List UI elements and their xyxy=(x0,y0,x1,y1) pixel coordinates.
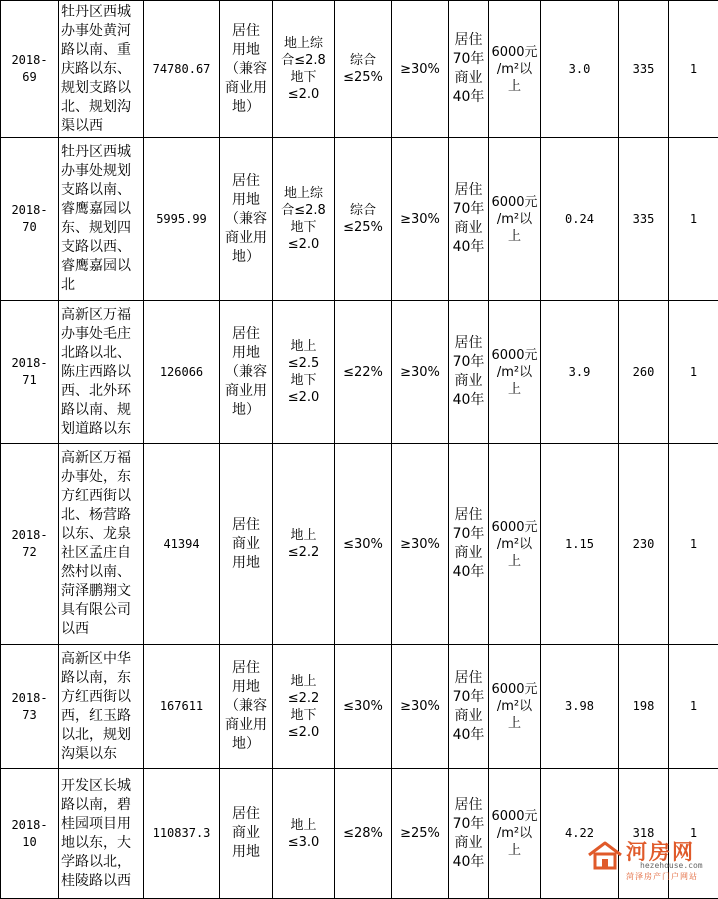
parcel-id: 2018- 72 xyxy=(1,444,59,645)
floor-area-ratio: 地上综 合≤2.8 地下 ≤2.0 xyxy=(273,1,335,138)
parcel-area: 126066 xyxy=(144,301,220,444)
parcel-id: 2018- 71 xyxy=(1,301,59,444)
col12-value: 1 xyxy=(669,444,718,645)
col12-value: 1 xyxy=(669,301,718,444)
parcel-id: 2018- 73 xyxy=(1,645,59,769)
building-density: ≤28% xyxy=(335,769,392,899)
price-requirement: 6000元 /m²以 上 xyxy=(489,645,541,769)
floor-area-ratio: 地上 ≤2.2 地下 ≤2.0 xyxy=(273,645,335,769)
parcel-location: 高新区万福 办事处，东 方红西街以 北、杨营路 以东、龙泉 社区孟庄自 然村以南、 菏泽鹏翔文 具有限公司 以西 xyxy=(59,444,144,645)
use-term: 居住 70年 商业 40年 xyxy=(449,645,489,769)
building-density: 综合 ≤25% xyxy=(335,1,392,138)
land-usage: 居住 用地 （兼容 商业用 地） xyxy=(220,301,273,444)
green-ratio: ≥30% xyxy=(392,138,449,301)
parcel-location: 高新区中华 路以南，东 方红西街以 西，红玉路 以北，规划 沟渠以东 xyxy=(59,645,144,769)
table-row xyxy=(1,301,718,444)
price-requirement: 6000元 /m²以 上 xyxy=(489,301,541,444)
house-logo-icon xyxy=(586,840,624,870)
col12-value: 1 xyxy=(669,645,718,769)
parcel-area: 110837.3 xyxy=(144,769,220,899)
parcel-id: 2018- 70 xyxy=(1,138,59,301)
floor-area-ratio: 地上 ≤2.2 xyxy=(273,444,335,645)
building-density: 综合 ≤25% xyxy=(335,138,392,301)
col11-value: 198 xyxy=(619,645,669,769)
col12-value: 1 xyxy=(669,1,718,138)
parcel-area: 167611 xyxy=(144,645,220,769)
use-term: 居住 70年 商业 40年 xyxy=(449,769,489,899)
floor-area-ratio: 地上综 合≤2.8 地下 ≤2.0 xyxy=(273,138,335,301)
table-row xyxy=(1,1,718,138)
col10-value: 4.22 xyxy=(541,769,619,899)
building-density: ≤22% xyxy=(335,301,392,444)
parcel-location: 牡丹区西城 办事处黄河 路以南、重 庆路以东、 规划支路以 北、规划沟 渠以西 xyxy=(59,1,144,138)
use-term: 居住 70年 商业 40年 xyxy=(449,1,489,138)
site-watermark xyxy=(586,836,714,882)
col11-value: 260 xyxy=(619,301,669,444)
green-ratio: ≥25% xyxy=(392,769,449,899)
col10-value: 1.15 xyxy=(541,444,619,645)
land-usage: 居住 商业 用地 xyxy=(220,769,273,899)
price-requirement: 6000元 /m²以 上 xyxy=(489,138,541,301)
col12-value: 1 xyxy=(669,138,718,301)
price-requirement: 6000元 /m²以 上 xyxy=(489,1,541,138)
parcel-id: 2018- 69 xyxy=(1,1,59,138)
col12-value: 1 xyxy=(669,769,718,899)
col11-value: 335 xyxy=(619,138,669,301)
floor-area-ratio: 地上 ≤2.5 地下 ≤2.0 xyxy=(273,301,335,444)
watermark-url: hezehouse.com xyxy=(640,861,703,870)
watermark-tagline: 菏泽房产门户网站 xyxy=(626,871,698,882)
parcel-location: 牡丹区西城 办事处规划 支路以南、 睿鹰嘉园以 东、规划四 支路以西、 睿鹰嘉园以 北 xyxy=(59,138,144,301)
parcel-location: 高新区万福 办事处毛庄 北路以北、 陈庄西路以 西、北外环 路以南、规 划道路以东 xyxy=(59,301,144,444)
building-density: ≤30% xyxy=(335,645,392,769)
floor-area-ratio: 地上 ≤3.0 xyxy=(273,769,335,899)
green-ratio: ≥30% xyxy=(392,301,449,444)
parcel-area: 74780.67 xyxy=(144,1,220,138)
land-usage: 居住 用地 （兼容 商业用 地） xyxy=(220,1,273,138)
price-requirement: 6000元 /m²以 上 xyxy=(489,769,541,899)
table-row xyxy=(1,138,718,301)
parcel-id: 2018- 10 xyxy=(1,769,59,899)
parcel-area: 5995.99 xyxy=(144,138,220,301)
green-ratio: ≥30% xyxy=(392,645,449,769)
parcel-location: 开发区长城 路以南，碧 桂园项目用 地以东，大 学路以北， 桂陵路以西 xyxy=(59,769,144,899)
price-requirement: 6000元 /m²以 上 xyxy=(489,444,541,645)
table-row xyxy=(1,645,718,769)
table-row xyxy=(1,444,718,645)
col11-value: 318 xyxy=(619,769,669,899)
use-term: 居住 70年 商业 40年 xyxy=(449,301,489,444)
col11-value: 335 xyxy=(619,1,669,138)
col10-value: 3.9 xyxy=(541,301,619,444)
land-usage: 居住 用地 （兼容 商业用 地） xyxy=(220,645,273,769)
use-term: 居住 70年 商业 40年 xyxy=(449,444,489,645)
col10-value: 3.0 xyxy=(541,1,619,138)
col11-value: 230 xyxy=(619,444,669,645)
land-usage: 居住 商业 用地 xyxy=(220,444,273,645)
parcel-area: 41394 xyxy=(144,444,220,645)
col10-value: 3.98 xyxy=(541,645,619,769)
use-term: 居住 70年 商业 40年 xyxy=(449,138,489,301)
building-density: ≤30% xyxy=(335,444,392,645)
land-usage: 居住 用地 （兼容 商业用 地） xyxy=(220,138,273,301)
col10-value: 0.24 xyxy=(541,138,619,301)
watermark-brand: 河房网 xyxy=(626,836,695,866)
green-ratio: ≥30% xyxy=(392,444,449,645)
green-ratio: ≥30% xyxy=(392,1,449,138)
